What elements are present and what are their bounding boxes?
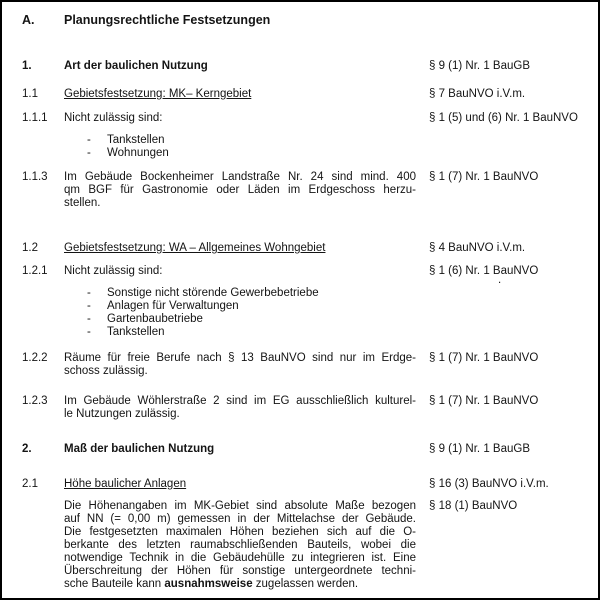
legal-reference: § 1 (5) und (6) Nr. 1 BauNVO <box>429 112 578 124</box>
clause-text: Art der baulichen Nutzung <box>64 60 208 72</box>
text-line: qm BGF für Gastronomie oder Läden im Erdgeschoss herzu- <box>64 184 416 196</box>
text-line: Räume für freie Berufe nach § 13 BauNVO sind nur im Erdge- <box>64 352 416 364</box>
clause-text <box>64 287 416 339</box>
legal-reference: § 9 (1) Nr. 1 BauGB <box>429 443 530 455</box>
legal-reference: § 18 (1) BauNVO <box>429 500 518 512</box>
text-line: berkante des letzten raumabschließenden Bauteils, wobei die <box>64 539 416 551</box>
bullet-text: Gartenbaubetriebe <box>107 313 203 325</box>
clause-text: Nicht zulässig sind: <box>64 265 163 277</box>
text-line: Im Gebäude Bockenheimer Landstraße Nr. 24 sind mind. 400 <box>64 171 416 183</box>
bullet-item <box>64 134 416 147</box>
section-letter: A. <box>22 13 35 27</box>
section-number: 1.2.3 <box>22 395 48 407</box>
section-number: 1.1 <box>22 88 38 100</box>
bullet-dash: - <box>87 134 91 146</box>
clause-text: Gebietsfestsetzung: MK– Kerngebiet <box>64 88 252 100</box>
document-title: Planungsrechtliche Festsetzungen <box>64 13 271 27</box>
text-line: Die festgesetzten maximalen Höhen beziehen sich auf die O- <box>64 526 416 538</box>
text-line: auf NN (= 0,00 m) gemessen in der Mittelachse der Gebäude. <box>64 513 416 525</box>
legal-reference: § 1 (6) Nr. 1 BauNVO <box>429 265 539 277</box>
bullet-item <box>64 147 416 160</box>
text-line: le Nutzungen zulässig. <box>64 408 180 420</box>
scan-artifact-dot: . <box>498 274 502 286</box>
section-number: 2.1 <box>22 478 38 490</box>
clause-text: Höhe baulicher Anlagen <box>64 478 187 490</box>
section-number: 1.1.3 <box>22 171 48 183</box>
text-segment: zugelassen werden. <box>252 578 359 590</box>
clause-text <box>64 395 416 421</box>
bullet-item <box>64 300 416 313</box>
text-line: stellen. <box>64 197 101 209</box>
clause-text: Maß der baulichen Nutzung <box>64 443 215 455</box>
bullet-text: Sonstige nicht störende Gewerbebetriebe <box>107 287 319 299</box>
bullet-item <box>64 326 416 339</box>
legal-reference: § 7 BauNVO i.V.m. <box>429 88 526 100</box>
legal-reference: § 1 (7) Nr. 1 BauNVO <box>429 352 539 364</box>
bullet-dash: - <box>87 300 91 312</box>
text-line: notwendige Technik in die Gebäudehülle zu integrieren ist. Eine <box>64 552 416 564</box>
legal-reference: § 1 (7) Nr. 1 BauNVO <box>429 171 539 183</box>
legal-reference: § 1 (7) Nr. 1 BauNVO <box>429 395 539 407</box>
bullet-text: Tankstellen <box>107 134 165 146</box>
clause-text: Gebietsfestsetzung: WA – Allgemeines Wohngebiet <box>64 242 326 254</box>
legal-reference: § 16 (3) BauNVO i.V.m. <box>429 478 549 490</box>
text-line: schoss zulässig. <box>64 365 148 377</box>
clause-text: Nicht zulässig sind: <box>64 112 163 124</box>
clause-text <box>64 352 416 378</box>
section-number: 1.2.2 <box>22 352 48 364</box>
section-number: 2. <box>22 443 32 455</box>
section-number: 1.2 <box>22 242 38 254</box>
bullet-dash: - <box>87 313 91 325</box>
bullet-text: Wohnungen <box>107 147 169 159</box>
bullet-text: Tankstellen <box>107 326 165 338</box>
legal-reference: § 4 BauNVO i.V.m. <box>429 242 526 254</box>
bullet-dash: - <box>87 287 91 299</box>
text-line: Überschreitung der Höhen für sonstige untergeordnete techni- <box>64 565 416 577</box>
legal-reference: § 9 (1) Nr. 1 BauGB <box>429 60 530 72</box>
clause-text <box>64 171 416 210</box>
bullet-dash: - <box>87 326 91 338</box>
text-line: Im Gebäude Wöhlerstraße 2 sind im EG ausschließlich kulturel- <box>64 395 416 407</box>
section-number: 1.1.1 <box>22 112 48 124</box>
bullet-item <box>64 287 416 300</box>
clause-text <box>64 134 416 160</box>
bullet-text: Anlagen für Verwaltungen <box>107 300 239 312</box>
section-number: 1. <box>22 60 32 72</box>
text-line: Die Höhenangaben im MK-Gebiet sind absolute Maße bezogen <box>64 500 416 512</box>
section-number: 1.2.1 <box>22 265 48 277</box>
text-segment: sche Bauteile kann <box>64 578 165 590</box>
text-line <box>64 578 416 591</box>
clause-text <box>64 500 416 591</box>
bullet-dash: - <box>87 147 91 159</box>
emphasized-word: ausnahmsweise <box>164 578 253 590</box>
bullet-item <box>64 313 416 326</box>
